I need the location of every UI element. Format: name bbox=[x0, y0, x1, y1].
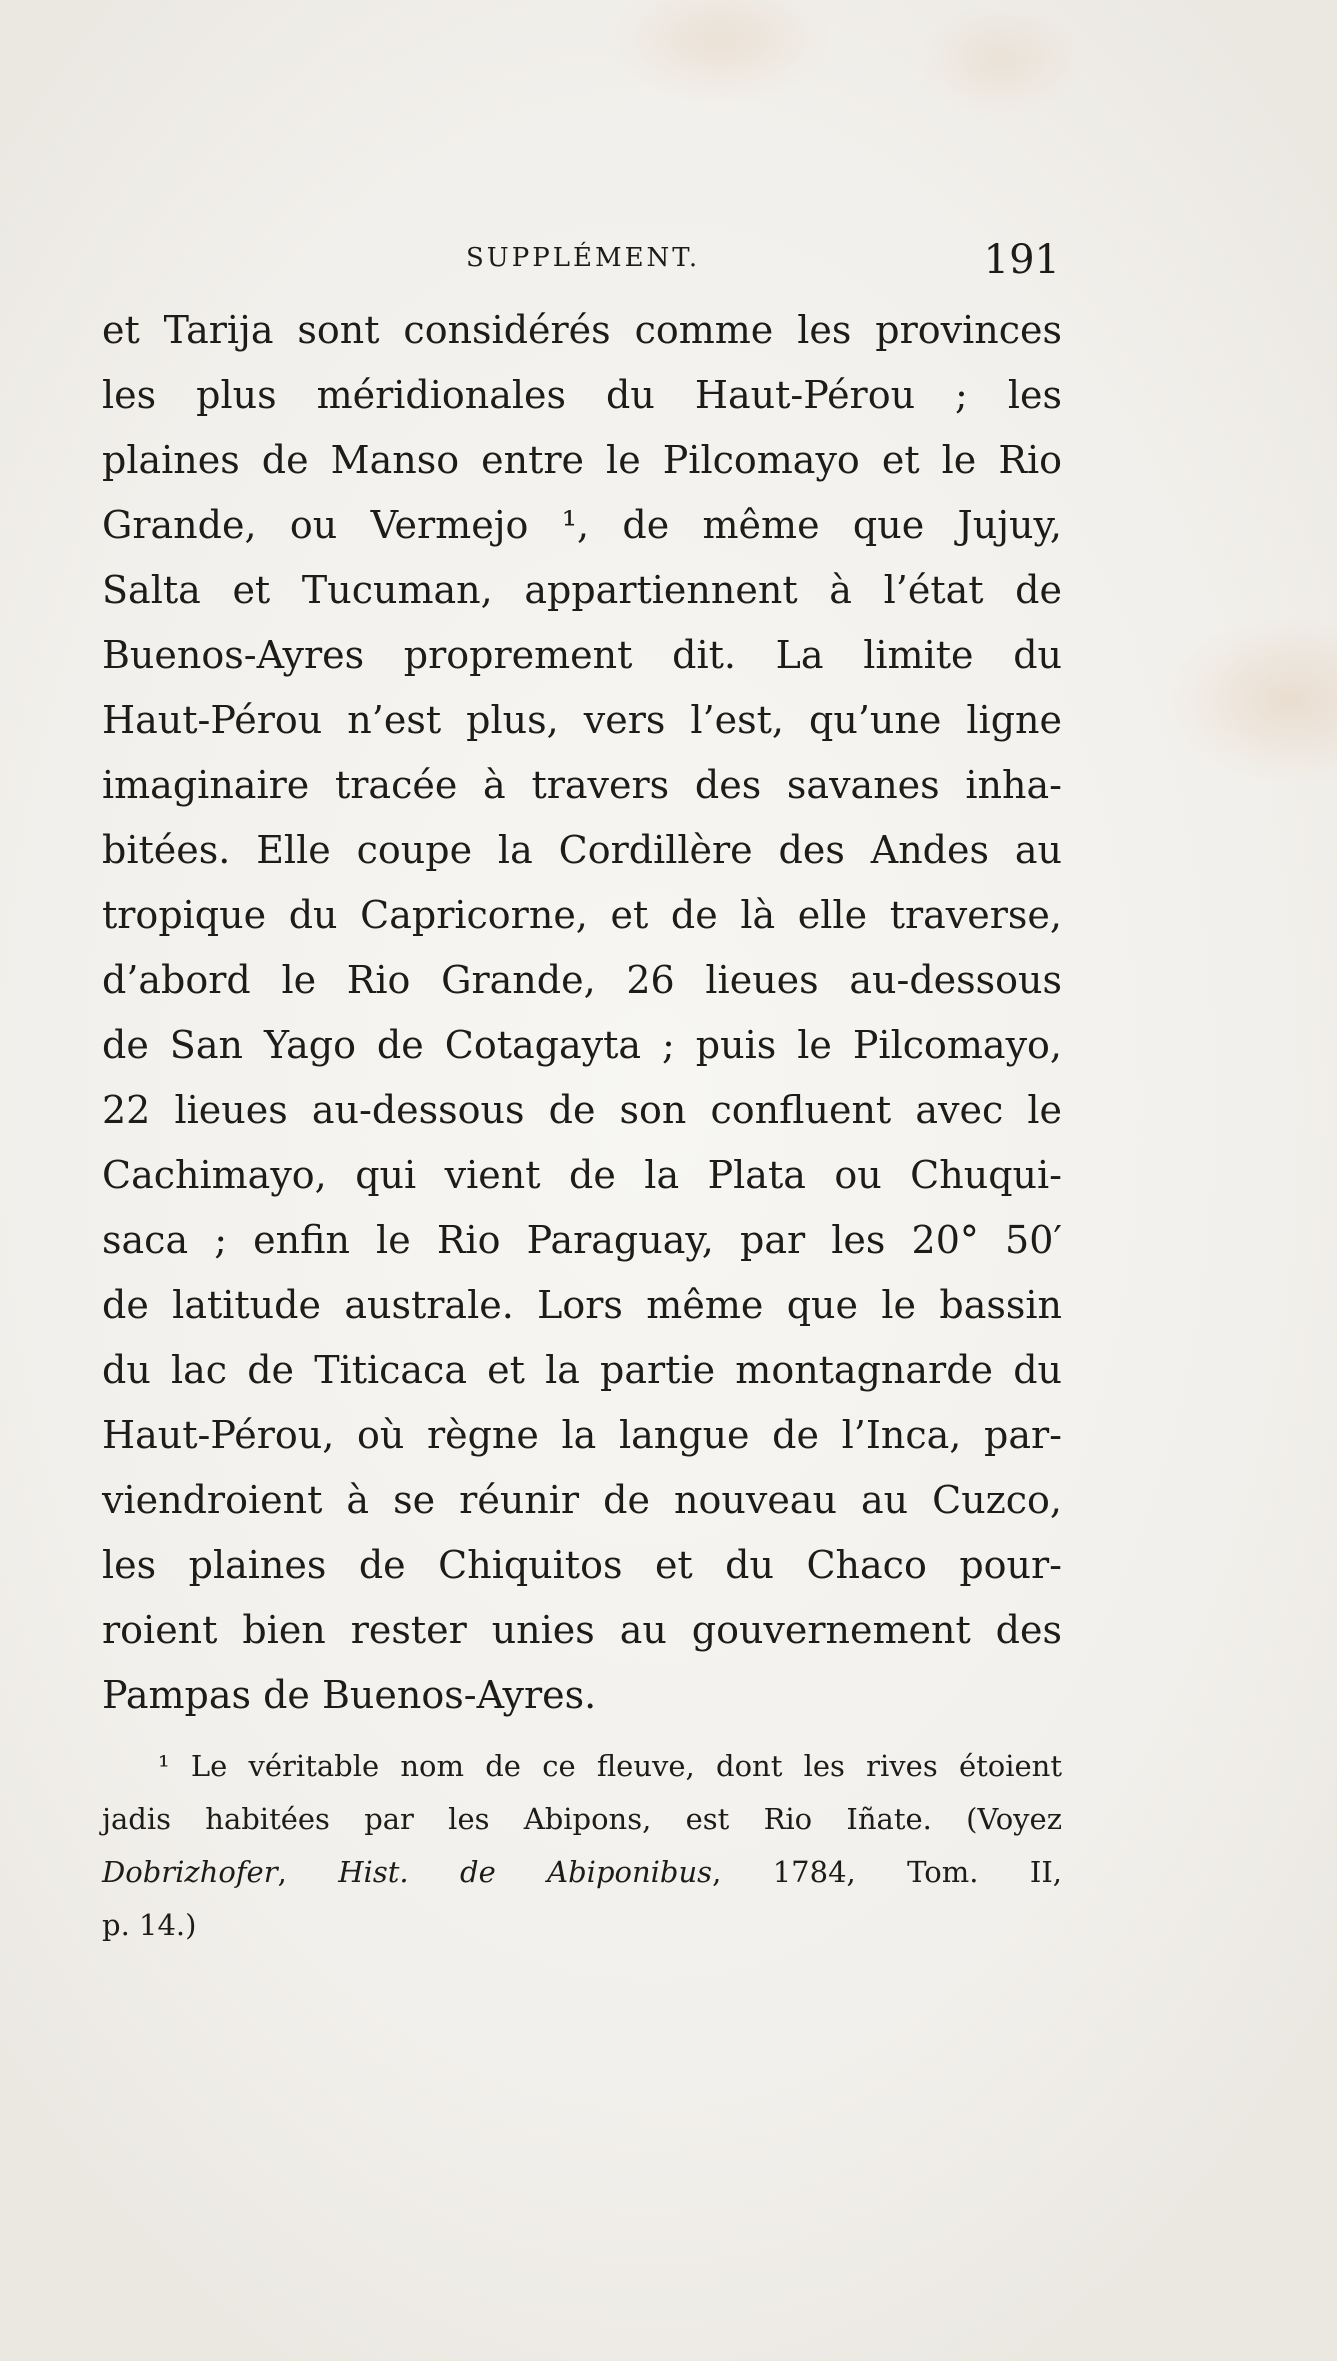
footnote-line: p. 14.) bbox=[102, 1908, 197, 1942]
text-line: Grande, ou Vermejo ¹, de même que Jujuy, bbox=[102, 503, 1062, 547]
text-line: de latitude australe. Lors même que le bassin bbox=[102, 1283, 1062, 1327]
text-line: Salta et Tucuman, appartiennent à l’état de bbox=[102, 568, 1062, 612]
text-line: Cachimayo, qui vient de la Plata ou Chuqui- bbox=[102, 1153, 1062, 1197]
footnote-citation-line bbox=[102, 1846, 1062, 1899]
footnote-line: ¹ Le véritable nom de ce fleuve, dont les rives étoient bbox=[158, 1749, 1062, 1783]
footnote-separator: , bbox=[277, 1855, 339, 1889]
footnote-line: jadis habitées par les Abipons, est Rio Iñate. (Voyez bbox=[102, 1802, 1062, 1836]
text-line: de San Yago de Cotagayta ; puis le Pilcomayo, bbox=[102, 1023, 1062, 1067]
text-line: plaines de Manso entre le Pilcomayo et le Rio bbox=[102, 438, 1062, 482]
text-line: Haut-Pérou, où règne la langue de l’Inca, par- bbox=[102, 1413, 1062, 1457]
footnote-space bbox=[496, 1855, 547, 1889]
text-line: du lac de Titicaca et la partie montagnarde du bbox=[102, 1348, 1062, 1392]
text-line: les plus méridionales du Haut-Pérou ; les bbox=[102, 373, 1062, 417]
text-line: Pampas de Buenos-Ayres. bbox=[102, 1673, 597, 1717]
text-line: viendroient à se réunir de nouveau au Cuzco, bbox=[102, 1478, 1062, 1522]
text-line: les plaines de Chiquitos et du Chaco pour- bbox=[102, 1543, 1062, 1587]
text-line: d’abord le Rio Grande, 26 lieues au-dessous bbox=[102, 958, 1062, 1002]
footnote-work-part1: Hist. de bbox=[338, 1855, 496, 1889]
text-line: imaginaire tracée à travers des savanes inha- bbox=[102, 763, 1062, 807]
text-line: et Tarija sont considérés comme les provinces bbox=[102, 308, 1062, 352]
text-line: Haut-Pérou n’est plus, vers l’est, qu’une ligne bbox=[102, 698, 1062, 742]
text-line: tropique du Capricorne, et de là elle traverse, bbox=[102, 893, 1062, 937]
text-line: roient bien rester unies au gouvernement des bbox=[102, 1608, 1062, 1652]
body-text bbox=[102, 298, 1062, 1728]
running-head bbox=[100, 238, 1060, 288]
text-line: Buenos-Ayres proprement dit. La limite du bbox=[102, 633, 1062, 677]
footnote bbox=[102, 1740, 1062, 1952]
text-line: 22 lieues au-dessous de son confluent avec le bbox=[102, 1088, 1062, 1132]
text-line: bitées. Elle coupe la Cordillère des Andes au bbox=[102, 828, 1062, 872]
running-title: SUPPLÉMENT. bbox=[466, 243, 701, 273]
text-line: saca ; enfin le Rio Paraguay, par les 20° 50′ bbox=[102, 1218, 1062, 1262]
footnote-author: Dobrizhofer bbox=[102, 1855, 278, 1889]
page-number: 191 bbox=[983, 237, 1060, 283]
footnote-work-part2: Abiponibus bbox=[547, 1855, 713, 1889]
footnote-citation-rest: , 1784, Tom. II, bbox=[712, 1855, 1063, 1889]
